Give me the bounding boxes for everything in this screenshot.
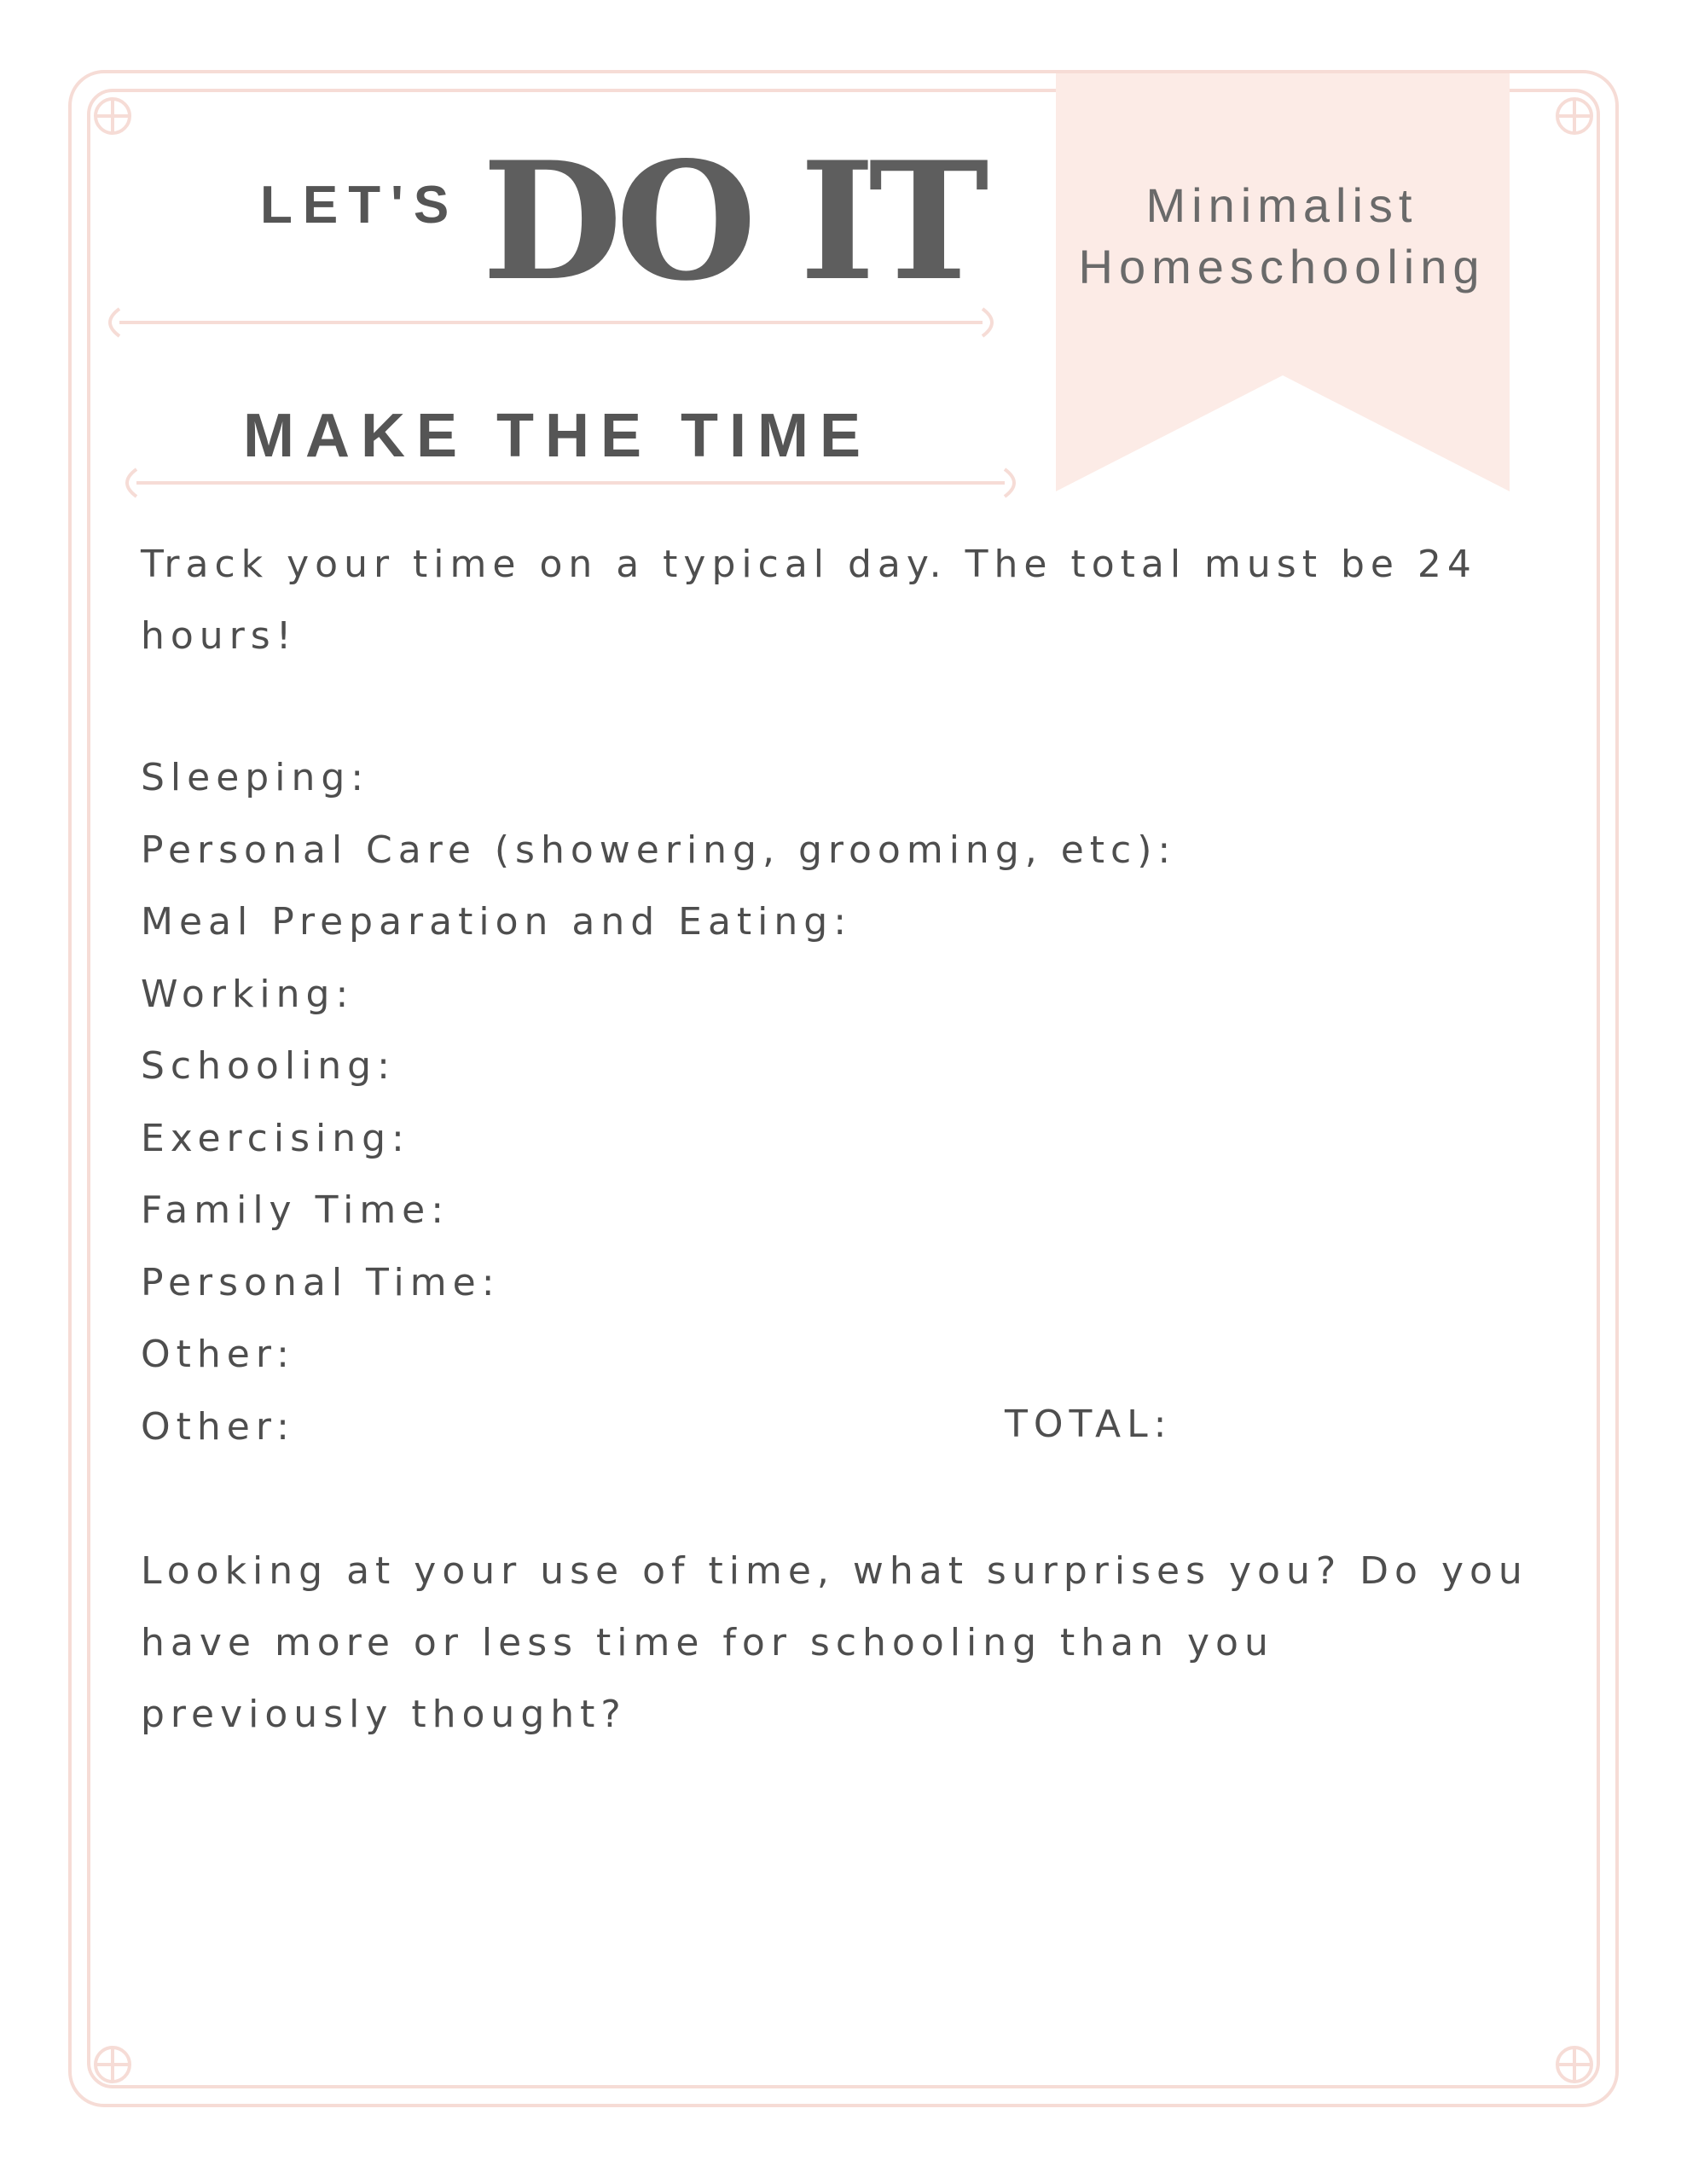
header-do-it: DO IT: [482, 126, 983, 317]
ribbon-line2: Homeschooling: [1078, 240, 1486, 293]
header-lets: LET'S: [260, 176, 460, 235]
ribbon-line1: Minimalist: [1145, 178, 1418, 232]
page-subtitle: MAKE THE TIME: [243, 402, 872, 470]
field-family-time: Family Time:: [141, 1188, 450, 1232]
field-working: Working:: [141, 972, 355, 1016]
field-other-1: Other:: [141, 1333, 295, 1376]
field-other-2: Other:: [141, 1404, 295, 1449]
field-exercising: Exercising:: [141, 1116, 410, 1160]
field-meal-preparation: Meal Preparation and Eating:: [141, 900, 853, 944]
ribbon-label: [1056, 175, 1508, 298]
reflection-question: Looking at your use of time, what surprises you? Do you have more or less time for schooling than you previously thought?: [141, 1549, 1528, 1736]
time-tracking-list: [141, 742, 1176, 1463]
field-sleeping: Sleeping:: [141, 756, 370, 799]
total-label: TOTAL:: [1005, 1403, 1173, 1446]
field-schooling: Schooling:: [141, 1044, 396, 1088]
intro-text: Track your time on a typical day. The total must be 24 hours!: [141, 543, 1477, 658]
field-personal-time: Personal Time:: [141, 1260, 501, 1304]
field-personal-care: Personal Care (showering, grooming, etc):: [141, 828, 1177, 872]
